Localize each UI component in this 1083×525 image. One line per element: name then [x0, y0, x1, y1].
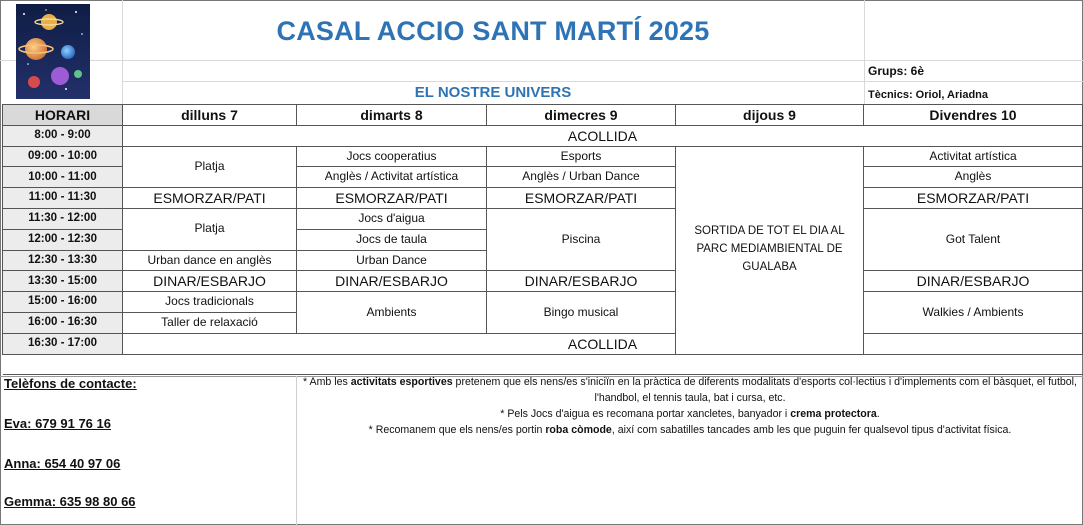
activity-cell: Urban Dance: [297, 250, 487, 271]
schedule-row: [3, 271, 1083, 292]
column-divider: [296, 376, 297, 525]
spacer-row: [3, 354, 1083, 374]
schedule-row: [3, 333, 1083, 354]
activity-cell: Anglès / Activitat artística: [297, 167, 487, 188]
activity-cell: Got Talent: [864, 208, 1083, 270]
activity-cell: Jocs tradicionals: [123, 292, 297, 313]
break-cell: ESMORZAR/PATI: [297, 188, 487, 209]
column-header-wednesday: dimecres 9: [487, 105, 676, 126]
contact-anna: Anna: 654 40 97 06: [4, 456, 121, 471]
activity-cell: Urban dance en anglès: [123, 250, 297, 271]
activity-cell: Taller de relaxació: [123, 312, 297, 333]
activity-cell: Ambients: [297, 292, 487, 334]
grid-line: [0, 60, 1083, 61]
note-text: pretenem que els nens/es s'iniciïn en la pràctica de diferents modalitats d'esports col·lectius i d'implements com el bàsquet, el futbol, l'handbol, el tennis taula, bat i cursa, etc.: [452, 376, 1077, 404]
activity-cell: Bingo musical: [487, 292, 676, 334]
time-slot: 8:00 - 9:00: [3, 125, 123, 146]
break-cell: ESMORZAR/PATI: [487, 188, 676, 209]
column-header-tuesday: dimarts 8: [297, 105, 487, 126]
note-text: * Amb les: [303, 376, 351, 388]
break-cell: ESMORZAR/PATI: [864, 188, 1083, 209]
activity-cell: Jocs cooperatius: [297, 146, 487, 167]
time-slot: 13:30 - 15:00: [3, 271, 123, 292]
time-slot: 16:00 - 16:30: [3, 312, 123, 333]
time-slot: 11:30 - 12:00: [3, 208, 123, 229]
note-text: .: [876, 407, 880, 420]
time-slot: 12:00 - 12:30: [3, 229, 123, 250]
activity-cell: Esports: [487, 146, 676, 167]
schedule-row: [3, 208, 1083, 229]
lunch-cell: DINAR/ESBARJO: [487, 271, 676, 292]
grid-line: [122, 81, 1083, 82]
lunch-cell: DINAR/ESBARJO: [123, 271, 297, 292]
schedule-row: [3, 125, 1083, 146]
time-slot: 12:30 - 13:30: [3, 250, 123, 271]
time-slot: 15:00 - 16:00: [3, 292, 123, 313]
technicians-label: Tècnics: Oriol, Ariadna: [868, 89, 989, 101]
activity-cell-excursion: SORTIDA DE TOT EL DIA AL PARC MEDIAMBIENTAL DE GUALABA: [676, 146, 864, 354]
time-slot: 09:00 - 10:00: [3, 146, 123, 167]
column-header-thursday: dijous 9: [676, 105, 864, 126]
note-text: * Pels Jocs d'aigua es recomana portar xancletes, banyador i: [500, 407, 791, 420]
group-label: Grups: 6è: [868, 64, 925, 78]
note-emphasis: crema protectora: [790, 407, 877, 420]
acollida-afternoon: ACOLLIDA: [123, 333, 1083, 354]
note-sports: [300, 375, 1080, 407]
schedule-row: [3, 188, 1083, 209]
note-text: * Recomanem que els nens/es portin: [368, 423, 546, 436]
activity-cell: Jocs d'aigua: [297, 208, 487, 229]
grid-line: [864, 0, 865, 104]
note-clothing: [300, 423, 1080, 439]
lunch-cell: DINAR/ESBARJO: [297, 271, 487, 292]
note-water-games: [300, 407, 1080, 423]
lunch-cell: DINAR/ESBARJO: [864, 271, 1083, 292]
time-slot: 16:30 - 17:00: [3, 333, 123, 354]
note-text: , així com sabatilles tancades amb les que puguin fer qualsevol tipus d'activitat física.: [611, 423, 1012, 436]
activity-cell: Platja: [123, 208, 297, 250]
page-subtitle: EL NOSTRE UNIVERS: [414, 84, 572, 101]
column-header-horari: HORARI: [3, 105, 123, 126]
spacer-cell: [3, 354, 1083, 374]
activity-cell: Anglès / Urban Dance: [487, 167, 676, 188]
column-header-friday: Divendres 10: [864, 105, 1083, 126]
notes-section: [300, 375, 1080, 439]
activity-cell: Piscina: [487, 208, 676, 270]
contact-gemma: Gemma: 635 98 80 66: [4, 494, 136, 509]
page-title: CASAL ACCIO SANT MARTÍ 2025: [276, 16, 710, 46]
space-planets-logo-icon: [16, 4, 90, 99]
note-emphasis: activitats esportives: [350, 376, 453, 388]
column-header-monday: dilluns 7: [123, 105, 297, 126]
activity-cell: Platja: [123, 146, 297, 188]
time-slot: 11:00 - 11:30: [3, 188, 123, 209]
schedule-row: [3, 292, 1083, 313]
break-cell: ESMORZAR/PATI: [123, 188, 297, 209]
activity-cell: Jocs de taula: [297, 229, 487, 250]
contact-eva: Eva: 679 91 76 16: [4, 416, 111, 431]
note-emphasis: roba còmode: [545, 423, 612, 436]
schedule-header-row: [3, 105, 1083, 126]
activity-cell: Activitat artística: [864, 146, 1083, 167]
activity-cell: Anglès: [864, 167, 1083, 188]
schedule-row: [3, 146, 1083, 167]
acollida-morning: ACOLLIDA: [123, 125, 1083, 146]
activity-cell: Walkies / Ambients: [864, 292, 1083, 334]
time-slot: 10:00 - 11:00: [3, 167, 123, 188]
contacts-heading: Telèfons de contacte:: [4, 376, 137, 391]
schedule-table: [2, 104, 1083, 375]
